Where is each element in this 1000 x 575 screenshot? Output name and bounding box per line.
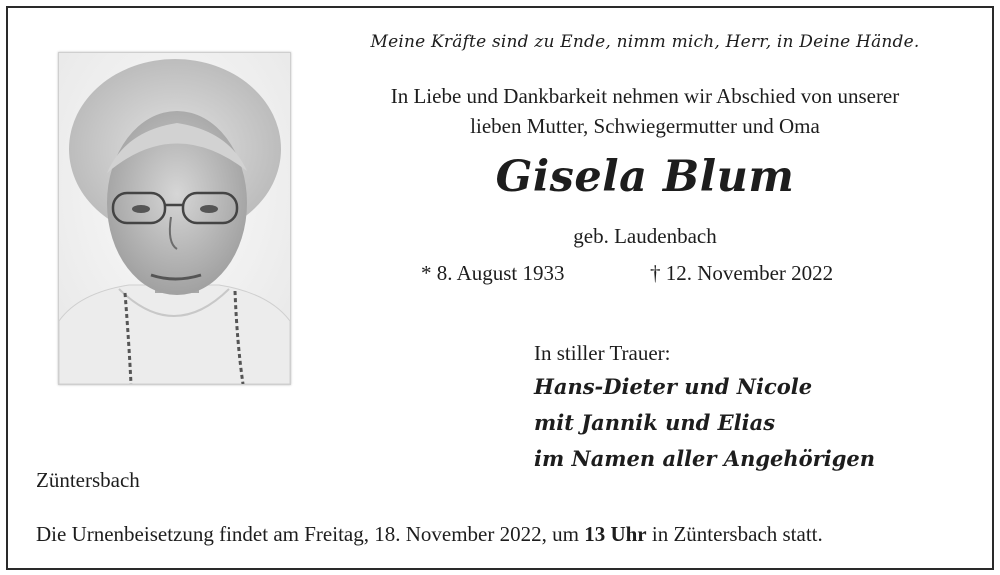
funeral-info-suffix: in Züntersbach statt. <box>646 522 823 546</box>
mourner-line: Hans-Dieter und Nicole <box>534 374 813 399</box>
intro-line-1: In Liebe und Dankbarkeit nehmen wir Abschied von unserer <box>390 84 900 108</box>
funeral-time: 13 Uhr <box>584 522 647 546</box>
portrait-photo <box>58 52 291 385</box>
death-date: † 12. November 2022 <box>650 261 834 285</box>
funeral-info <box>36 522 823 547</box>
mourning-label: In stiller Trauer: <box>534 341 671 365</box>
deceased-name: Gisela Blum <box>495 152 795 202</box>
maiden-name: geb. Laudenbach <box>573 224 717 248</box>
intro-line-2: lieben Mutter, Schwiegermutter und Oma <box>470 114 820 138</box>
place-name: Züntersbach <box>36 468 140 492</box>
birth-date: * 8. August 1933 <box>421 261 565 285</box>
obituary-notice <box>6 6 994 570</box>
mourner-line: mit Jannik und Elias <box>534 410 776 435</box>
motto-verse: Meine Kräfte sind zu Ende, nimm mich, Herr, in Deine Hände. <box>370 32 920 52</box>
mourner-line: im Namen aller Angehörigen <box>534 446 876 471</box>
funeral-info-prefix: Die Urnenbeisetzung findet am Freitag, 18. November 2022, um <box>36 522 585 546</box>
